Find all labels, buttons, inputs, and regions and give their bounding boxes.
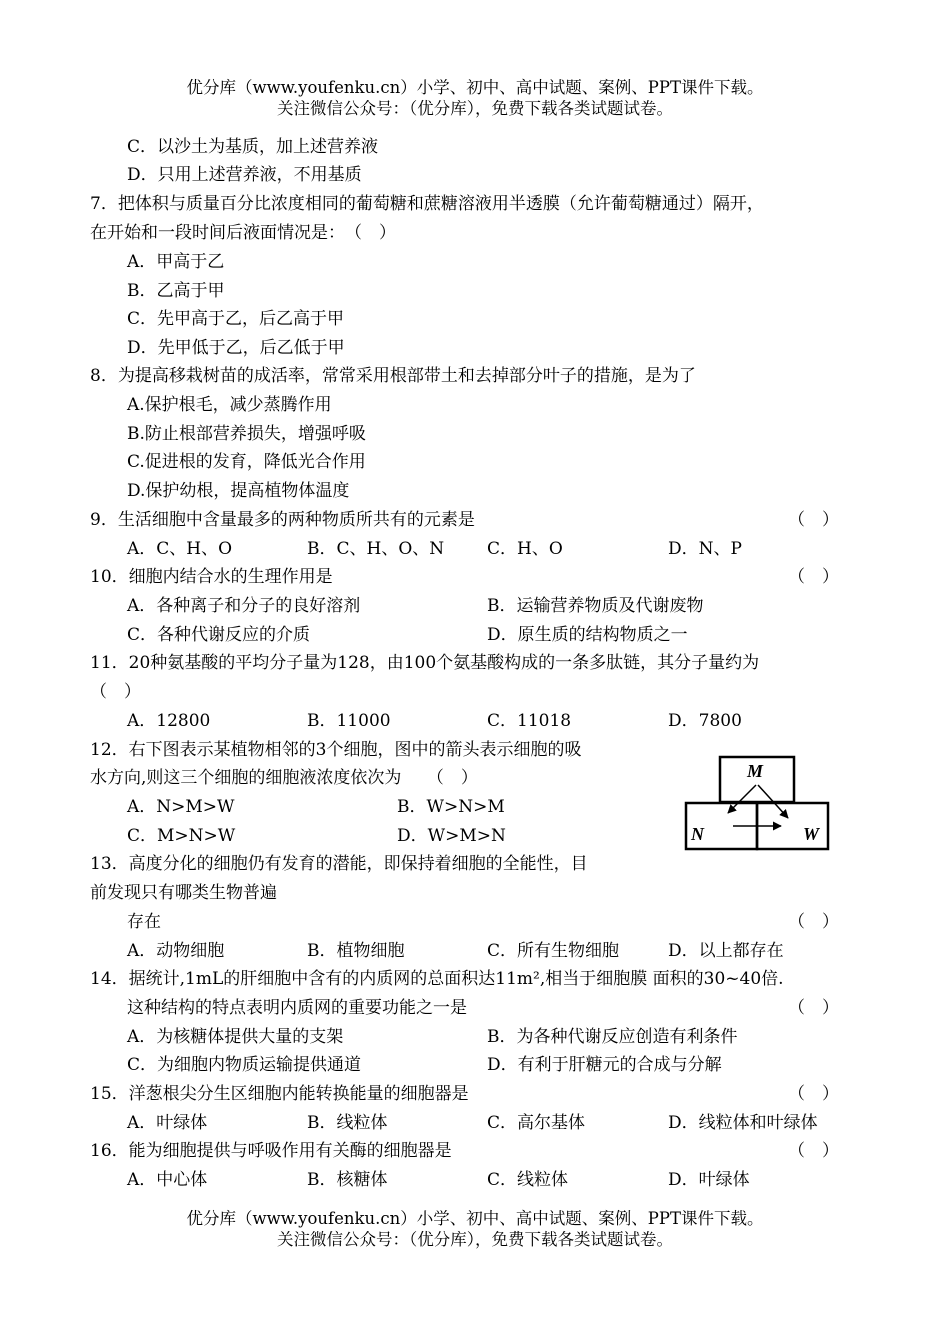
q9-option-c: C．H、O [487, 539, 563, 559]
q11-stem-line-1: 11．20种氨基酸的平均分子量为128，由100个氨基酸构成的一条多肽链，其分子量约为 [90, 653, 760, 673]
q12-option-b: B．W>N>M [397, 797, 505, 817]
q8-stem: 8．为提高移栽树苗的成活率，常常采用根部带土和去掉部分叶子的措施，是为了 [90, 366, 696, 386]
q14-option-c: C．为细胞内物质运输提供通道 [127, 1055, 362, 1075]
q14-stem-line-1: 14．据统计,1mL的肝细胞中含有的内质网的总面积达11m²,相当于细胞膜 面积的30~40倍. [90, 969, 784, 989]
q13-stem-line-2: 前发现只有哪类生物普遍 [90, 883, 277, 903]
q10-stem: 10．细胞内结合水的生理作用是 [90, 567, 333, 587]
q13-option-d: D．以上都存在 [668, 941, 784, 961]
q13-option-c: C．所有生物细胞 [487, 941, 620, 961]
q11-option-c: C．11018 [487, 711, 572, 731]
q11-stem-line-2: （ ） [90, 682, 141, 702]
q9-answer-paren: （ ） [788, 510, 839, 530]
q13-stem-line-1: 13．高度分化的细胞仍有发育的潜能，即保持着细胞的全能性，目 [90, 854, 588, 874]
q16-stem: 16．能为细胞提供与呼吸作用有关酶的细胞器是 [90, 1141, 452, 1161]
q16-answer-paren: （ ） [788, 1141, 839, 1161]
q11-option-d: D．7800 [668, 711, 742, 731]
q6-option-c: C．以沙土为基质，加上述营养液 [127, 137, 379, 157]
q13-stem-line-3: 存在 [127, 912, 161, 932]
q13-option-a: A．动物细胞 [127, 941, 225, 961]
q16-option-b: B．核糖体 [307, 1170, 388, 1190]
q10-option-d: D．原生质的结构物质之一 [487, 625, 688, 645]
q15-stem: 15．洋葱根尖分生区细胞内能转换能量的细胞器是 [90, 1084, 469, 1104]
q11-option-a: A．12800 [127, 711, 211, 731]
q13-answer-paren: （ ） [788, 912, 839, 932]
footer-line-2: 关注微信公众号：（优分库），免费下载各类试题试卷。 [277, 1230, 673, 1249]
q10-option-b: B．运输营养物质及代谢废物 [487, 596, 704, 616]
cell-w-label: W [803, 824, 820, 844]
q16-option-c: C．线粒体 [487, 1170, 569, 1190]
q15-answer-paren: （ ） [788, 1084, 839, 1104]
q8-option-d: D.保护幼根，提高植物体温度 [127, 481, 350, 501]
q8-option-a: A.保护根毛，减少蒸腾作用 [127, 395, 332, 415]
q12-option-a: A．N>M>W [127, 797, 235, 817]
q14-stem-line-2: 这种结构的特点表明内质网的重要功能之一是 [127, 998, 467, 1018]
q7-stem-line-1: 7．把体积与质量百分比浓度相同的葡萄糖和蔗糖溶液用半透膜（允许葡萄糖通过）隔开， [90, 194, 764, 214]
header-line-2: 关注微信公众号：（优分库），免费下载各类试题试卷。 [277, 99, 673, 118]
q15-option-a: A．叶绿体 [127, 1113, 208, 1133]
footer-line-1: 优分库（www.youfenku.cn）小学、初中、高中试题、案例、PPT课件下载。 [186, 1209, 764, 1228]
q9-stem: 9．生活细胞中含量最多的两种物质所共有的元素是 [90, 510, 475, 530]
q9-option-a: A．C、H、O [127, 539, 233, 559]
q14-option-b: B．为各种代谢反应创造有利条件 [487, 1027, 738, 1047]
q14-answer-paren: （ ） [788, 998, 839, 1018]
header-line-1: 优分库（www.youfenku.cn）小学、初中、高中试题、案例、PPT课件下载。 [186, 78, 764, 97]
q14-option-a: A．为核糖体提供大量的支架 [127, 1027, 344, 1047]
q16-option-a: A．中心体 [127, 1170, 208, 1190]
q7-option-d: D．先甲低于乙，后乙低于甲 [127, 338, 345, 358]
q15-option-d: D．线粒体和叶绿体 [668, 1113, 818, 1133]
q15-option-b: B．线粒体 [307, 1113, 388, 1133]
q9-option-d: D．N、P [668, 539, 742, 559]
q12-option-c: C．M>N>W [127, 826, 236, 846]
q7-stem-line-2: 在开始和一段时间后液面情况是： （ ） [90, 223, 396, 243]
cells-diagram [683, 755, 831, 853]
q7-option-a: A．甲高于乙 [127, 252, 225, 272]
q7-option-b: B．乙高于甲 [127, 281, 225, 301]
q10-option-a: A．各种离子和分子的良好溶剂 [127, 596, 361, 616]
q9-option-b: B．C、H、O、N [307, 539, 445, 559]
cell-n-label: N [691, 824, 704, 844]
q8-option-c: C.促进根的发育，降低光合作用 [127, 452, 366, 472]
q8-option-b: B.防止根部营养损失，增强呼吸 [127, 424, 366, 444]
q7-option-c: C．先甲高于乙，后乙高于甲 [127, 309, 345, 329]
q16-option-d: D．叶绿体 [668, 1170, 750, 1190]
q12-stem-line-1: 12．右下图表示某植物相邻的3个细胞，图中的箭头表示细胞的吸 [90, 740, 582, 760]
q12-stem-line-2: 水方向,则这三个细胞的细胞液浓度依次为 （ ） [90, 768, 478, 788]
q10-option-c: C．各种代谢反应的介质 [127, 625, 311, 645]
arrow-m-to-n [728, 785, 756, 813]
q15-option-c: C．高尔基体 [487, 1113, 586, 1133]
q10-answer-paren: （ ） [788, 567, 839, 587]
q13-option-b: B．植物细胞 [307, 941, 405, 961]
q12-option-d: D．W>M>N [397, 826, 506, 846]
q6-option-d: D．只用上述营养液，不用基质 [127, 165, 362, 185]
q11-option-b: B．11000 [307, 711, 391, 731]
cell-m-label: M [747, 761, 764, 781]
q14-option-d: D．有利于肝糖元的合成与分解 [487, 1055, 722, 1075]
